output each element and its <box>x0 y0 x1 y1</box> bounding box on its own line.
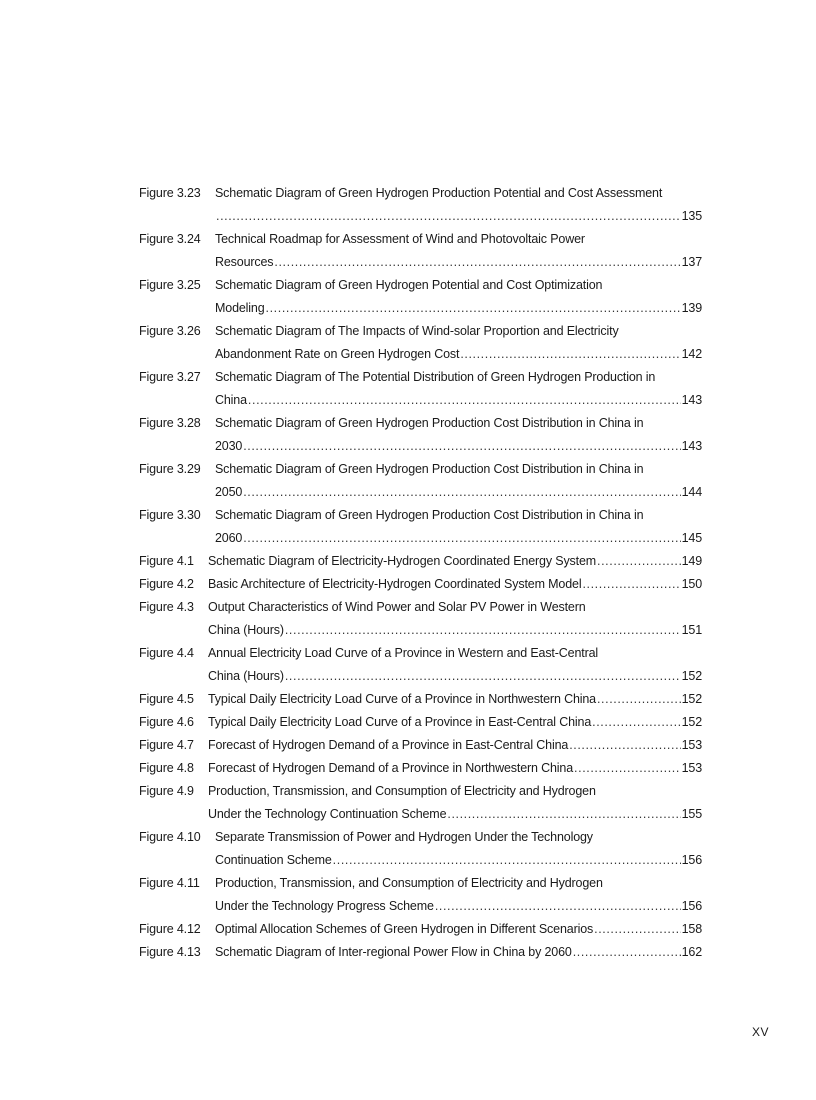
figure-title: Typical Daily Electricity Load Curve of a Province in East-Central China <box>208 715 592 729</box>
dot-leader <box>266 297 681 320</box>
figure-label: Figure 4.13 <box>139 945 201 959</box>
dot-leader <box>243 481 680 504</box>
figure-label: Figure 4.5 <box>139 692 194 706</box>
figure-title: Resources <box>215 255 274 269</box>
toc-entry[interactable] <box>139 320 702 366</box>
toc-entry[interactable] <box>139 711 702 734</box>
figure-title: Schematic Diagram of Green Hydrogen Production Cost Distribution in China in <box>215 462 644 476</box>
figure-title: Typical Daily Electricity Load Curve of a Province in Northwestern China <box>208 692 596 706</box>
page-number: XV <box>752 1025 770 1039</box>
figure-label: Figure 4.1 <box>139 554 194 568</box>
toc-entry[interactable] <box>139 688 702 711</box>
page-ref[interactable]: 144 <box>681 485 702 499</box>
page-ref[interactable]: 152 <box>681 692 702 706</box>
page-ref[interactable]: 153 <box>681 738 702 752</box>
figure-label: Figure 3.23 <box>139 186 201 200</box>
toc-entry[interactable] <box>139 780 702 826</box>
figure-label: Figure 3.28 <box>139 416 201 430</box>
toc-entry[interactable] <box>139 757 702 780</box>
figure-label: Figure 4.4 <box>139 646 194 660</box>
figure-title: China (Hours) <box>208 623 284 637</box>
page-ref[interactable]: 152 <box>681 715 702 729</box>
dot-leader <box>592 711 680 734</box>
toc-entry[interactable] <box>139 228 702 274</box>
dot-leader <box>248 389 681 412</box>
toc-entry[interactable] <box>139 872 702 918</box>
figure-title: Schematic Diagram of The Impacts of Wind-solar Proportion and Electricity <box>215 324 619 338</box>
dot-leader <box>333 849 681 872</box>
page-ref[interactable]: 137 <box>681 255 702 269</box>
toc-entry[interactable] <box>139 596 702 642</box>
dot-leader <box>447 803 680 826</box>
figure-title: Under the Technology Continuation Scheme <box>208 807 447 821</box>
figure-title: Production, Transmission, and Consumption of Electricity and Hydrogen <box>208 784 596 798</box>
toc-entry[interactable] <box>139 182 702 228</box>
dot-leader <box>574 757 681 780</box>
dot-leader <box>582 573 680 596</box>
page-ref[interactable]: 142 <box>681 347 702 361</box>
figure-label: Figure 4.2 <box>139 577 194 591</box>
page-ref[interactable]: 145 <box>681 531 702 545</box>
page-ref[interactable]: 155 <box>681 807 702 821</box>
figure-label: Figure 4.11 <box>139 876 200 890</box>
page-ref[interactable]: 139 <box>681 301 702 315</box>
figure-title: Separate Transmission of Power and Hydrogen Under the Technology <box>215 830 593 844</box>
figure-title: China (Hours) <box>208 669 284 683</box>
figure-title: Continuation Scheme <box>215 853 332 867</box>
figure-title: 2030 <box>215 439 243 453</box>
figure-title: Forecast of Hydrogen Demand of a Province in East-Central China <box>208 738 569 752</box>
page-ref[interactable]: 153 <box>681 761 702 775</box>
figure-title: Modeling <box>215 301 265 315</box>
page-ref[interactable]: 143 <box>681 439 702 453</box>
page-ref[interactable]: 156 <box>681 899 702 913</box>
figure-title: Schematic Diagram of Green Hydrogen Production Cost Distribution in China in <box>215 416 644 430</box>
figure-title: Basic Architecture of Electricity-Hydrogen Coordinated System Model <box>208 577 582 591</box>
figure-title: Forecast of Hydrogen Demand of a Province in Northwestern China <box>208 761 574 775</box>
toc-entry[interactable] <box>139 573 702 596</box>
figure-title: Production, Transmission, and Consumption of Electricity and Hydrogen <box>215 876 603 890</box>
page-ref[interactable]: 143 <box>681 393 702 407</box>
figure-label: Figure 3.25 <box>139 278 201 292</box>
figure-title: Abandonment Rate on Green Hydrogen Cost <box>215 347 460 361</box>
dot-leader <box>243 435 680 458</box>
figure-label: Figure 3.24 <box>139 232 201 246</box>
dot-leader <box>460 343 680 366</box>
figure-title: 2050 <box>215 485 243 499</box>
figure-label: Figure 4.9 <box>139 784 194 798</box>
dot-leader <box>573 941 681 964</box>
dot-leader <box>594 918 680 941</box>
page-ref[interactable]: 149 <box>681 554 702 568</box>
figure-label: Figure 3.27 <box>139 370 201 384</box>
dot-leader <box>216 205 681 228</box>
figure-title: Schematic Diagram of Green Hydrogen Potential and Cost Optimization <box>215 278 603 292</box>
toc-entry[interactable] <box>139 366 702 412</box>
toc-entry[interactable] <box>139 941 702 964</box>
figure-label: Figure 3.29 <box>139 462 201 476</box>
dot-leader <box>285 665 681 688</box>
page-ref[interactable]: 151 <box>681 623 702 637</box>
dot-leader <box>569 734 680 757</box>
toc-entry[interactable] <box>139 412 702 458</box>
figure-title: 2060 <box>215 531 243 545</box>
figure-label: Figure 3.26 <box>139 324 201 338</box>
dot-leader <box>435 895 681 918</box>
page-ref[interactable]: 135 <box>681 209 702 223</box>
toc-entry[interactable] <box>139 734 702 757</box>
figure-label: Figure 4.7 <box>139 738 194 752</box>
figure-label: Figure 3.30 <box>139 508 201 522</box>
toc-entry[interactable] <box>139 642 702 688</box>
toc-entry[interactable] <box>139 504 702 550</box>
page-ref[interactable]: 158 <box>681 922 702 936</box>
figure-label: Figure 4.6 <box>139 715 194 729</box>
figure-title: Output Characteristics of Wind Power and Solar PV Power in Western <box>208 600 586 614</box>
figure-label: Figure 4.12 <box>139 922 201 936</box>
figure-label: Figure 4.3 <box>139 600 194 614</box>
toc-entry[interactable] <box>139 274 702 320</box>
page-ref[interactable]: 150 <box>681 577 702 591</box>
figure-label: Figure 4.10 <box>139 830 201 844</box>
figure-title: Schematic Diagram of Inter-regional Power Flow in China by 2060 <box>215 945 572 959</box>
figure-title: Annual Electricity Load Curve of a Province in Western and East-Central <box>208 646 599 660</box>
dot-leader <box>597 550 681 573</box>
toc-entry[interactable] <box>139 826 702 872</box>
page-ref[interactable]: 162 <box>681 945 702 959</box>
dot-leader <box>243 527 680 550</box>
page-ref[interactable]: 152 <box>681 669 702 683</box>
figure-title: Schematic Diagram of Electricity-Hydrogen Coordinated Energy System <box>208 554 597 568</box>
figure-title: Optimal Allocation Schemes of Green Hydrogen in Different Scenarios <box>215 922 594 936</box>
dot-leader <box>285 619 681 642</box>
toc-entry[interactable] <box>139 458 702 504</box>
figure-title: Technical Roadmap for Assessment of Wind and Photovoltaic Power <box>215 232 585 246</box>
dot-leader <box>274 251 680 274</box>
toc-entry[interactable] <box>139 550 702 573</box>
figure-title: Schematic Diagram of Green Hydrogen Production Cost Distribution in China in <box>215 508 644 522</box>
figure-label: Figure 4.8 <box>139 761 194 775</box>
figure-title: Schematic Diagram of Green Hydrogen Production Potential and Cost Assessment <box>215 186 663 200</box>
list-of-figures <box>139 182 702 964</box>
figure-title: Schematic Diagram of The Potential Distribution of Green Hydrogen Production in <box>215 370 656 384</box>
figure-title: China <box>215 393 247 407</box>
dot-leader <box>597 688 681 711</box>
page-ref[interactable]: 156 <box>681 853 702 867</box>
figure-title: Under the Technology Progress Scheme <box>215 899 434 913</box>
toc-entry[interactable] <box>139 918 702 941</box>
